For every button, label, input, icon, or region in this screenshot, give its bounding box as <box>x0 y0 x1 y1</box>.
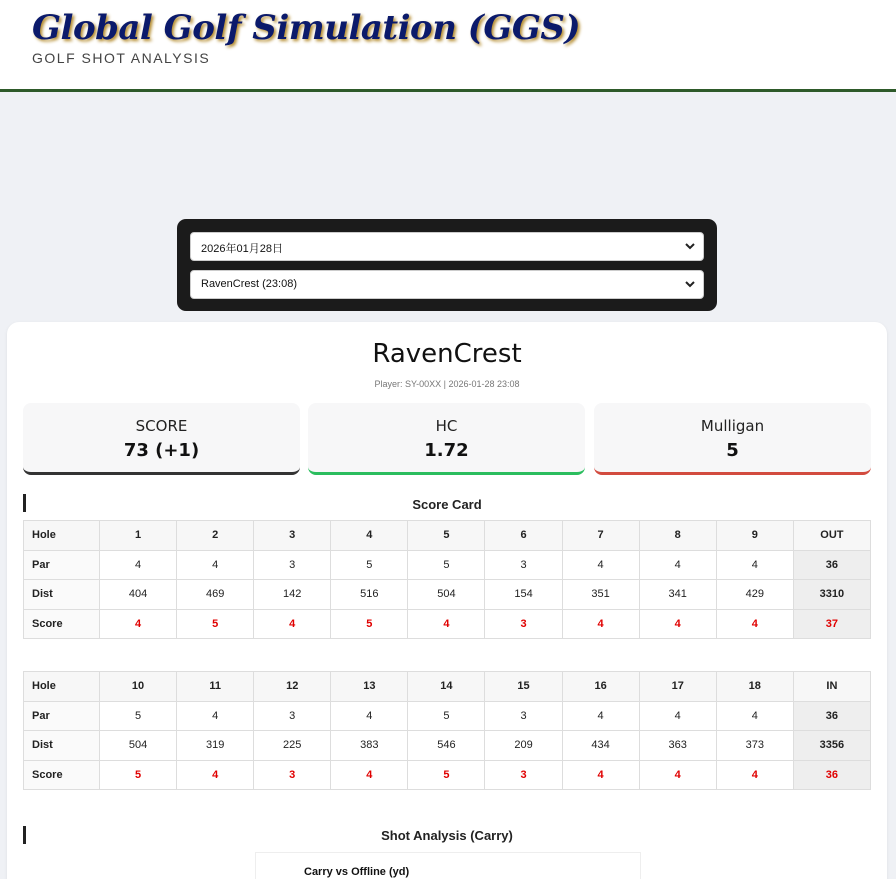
table-row <box>24 731 871 761</box>
table-cell: 16 <box>562 672 639 702</box>
table-cell: 4 <box>716 550 793 580</box>
table-cell: 209 <box>485 731 562 761</box>
table-cell: 4 <box>639 760 716 790</box>
row-header: Dist <box>24 731 100 761</box>
table-cell: 404 <box>100 580 177 610</box>
table-cell: 5 <box>177 609 254 639</box>
mulligan-stat <box>594 403 871 475</box>
table-cell: 36 <box>793 701 870 731</box>
app-title: Global Golf Simulation (GGS) <box>32 8 581 48</box>
row-header: Hole <box>24 672 100 702</box>
chevron-down-icon <box>685 239 695 253</box>
table-cell: 13 <box>331 672 408 702</box>
table-cell: 4 <box>331 701 408 731</box>
table-cell: 5 <box>331 550 408 580</box>
table-cell: 4 <box>562 760 639 790</box>
table-cell: 4 <box>177 760 254 790</box>
table-cell: 18 <box>716 672 793 702</box>
table-cell: 3 <box>485 550 562 580</box>
table-row <box>24 521 871 551</box>
table-cell: 3 <box>485 760 562 790</box>
table-cell: 36 <box>793 760 870 790</box>
table-cell: 351 <box>562 580 639 610</box>
table-cell: 434 <box>562 731 639 761</box>
table-row <box>24 701 871 731</box>
table-cell: 3 <box>254 521 331 551</box>
table-cell: 4 <box>254 609 331 639</box>
table-cell: 4 <box>562 701 639 731</box>
table-cell: 5 <box>408 521 485 551</box>
table-cell: 4 <box>639 609 716 639</box>
row-header: Score <box>24 609 100 639</box>
table-cell: 4 <box>639 701 716 731</box>
table-cell: 5 <box>408 760 485 790</box>
table-cell: 3 <box>254 701 331 731</box>
table-row <box>24 580 871 610</box>
table-cell: 3 <box>485 701 562 731</box>
round-select[interactable] <box>190 270 704 299</box>
hc-value: 1.72 <box>424 440 469 461</box>
chevron-down-icon <box>685 277 695 291</box>
round-selector-panel <box>177 219 717 311</box>
table-cell: 4 <box>562 550 639 580</box>
row-header: Par <box>24 550 100 580</box>
table-cell: 546 <box>408 731 485 761</box>
table-cell: 154 <box>485 580 562 610</box>
table-row <box>24 672 871 702</box>
table-cell: 17 <box>639 672 716 702</box>
round-card <box>7 322 887 879</box>
table-cell: 504 <box>100 731 177 761</box>
chart-title: Carry vs Offline (yd) <box>304 866 410 878</box>
table-cell: 3 <box>485 609 562 639</box>
table-cell: 142 <box>254 580 331 610</box>
table-cell: 516 <box>331 580 408 610</box>
table-cell: 37 <box>793 609 870 639</box>
table-cell: 4 <box>331 760 408 790</box>
table-cell: 5 <box>331 609 408 639</box>
table-cell: 4 <box>716 760 793 790</box>
table-cell: 4 <box>562 609 639 639</box>
table-cell: 10 <box>100 672 177 702</box>
table-cell: 3310 <box>793 580 870 610</box>
course-name: RavenCrest <box>372 339 522 369</box>
score-value: 73 (+1) <box>123 440 200 461</box>
table-cell: 3356 <box>793 731 870 761</box>
shot-analysis-title: Shot Analysis (Carry) <box>381 828 513 843</box>
table-cell: 4 <box>177 550 254 580</box>
table-cell: 429 <box>716 580 793 610</box>
table-cell: IN <box>793 672 870 702</box>
app-subtitle: GOLF SHOT ANALYSIS <box>32 50 211 66</box>
table-cell: 4 <box>177 701 254 731</box>
row-header: Score <box>24 760 100 790</box>
table-row <box>24 550 871 580</box>
row-header: Par <box>24 701 100 731</box>
table-cell: 8 <box>639 521 716 551</box>
hc-label: HC <box>435 417 458 435</box>
table-cell: 504 <box>408 580 485 610</box>
table-cell: 11 <box>177 672 254 702</box>
table-cell: 4 <box>100 609 177 639</box>
table-cell: 225 <box>254 731 331 761</box>
table-cell: 2 <box>177 521 254 551</box>
scorecard-title: Score Card <box>412 497 482 512</box>
table-cell: 4 <box>716 701 793 731</box>
table-cell: 6 <box>485 521 562 551</box>
app-header <box>0 0 896 92</box>
table-cell: 5 <box>408 550 485 580</box>
scorecard-back-table <box>23 671 871 790</box>
table-cell: 1 <box>100 521 177 551</box>
table-cell: 3 <box>254 760 331 790</box>
table-cell: 9 <box>716 521 793 551</box>
table-cell: 3 <box>254 550 331 580</box>
scorecard-front-table <box>23 520 871 639</box>
table-row <box>24 609 871 639</box>
table-cell: 4 <box>100 550 177 580</box>
hc-stat <box>308 403 585 475</box>
table-cell: 5 <box>100 701 177 731</box>
table-cell: 363 <box>639 731 716 761</box>
table-cell: 373 <box>716 731 793 761</box>
table-row <box>24 760 871 790</box>
table-cell: 341 <box>639 580 716 610</box>
table-cell: 4 <box>639 550 716 580</box>
table-cell: 383 <box>331 731 408 761</box>
table-cell: 4 <box>408 609 485 639</box>
date-select[interactable] <box>190 232 704 261</box>
table-cell: 4 <box>331 521 408 551</box>
table-cell: 5 <box>408 701 485 731</box>
row-header: Dist <box>24 580 100 610</box>
table-cell: 12 <box>254 672 331 702</box>
carry-offline-chart <box>255 852 641 879</box>
table-cell: 5 <box>100 760 177 790</box>
mulligan-value: 5 <box>726 440 739 461</box>
round-select-value: RavenCrest (23:08) <box>201 278 297 290</box>
score-stat <box>23 403 300 475</box>
date-select-value: 2026年01月28日 <box>201 243 283 255</box>
score-label: SCORE <box>135 417 188 435</box>
table-cell: OUT <box>793 521 870 551</box>
table-cell: 469 <box>177 580 254 610</box>
table-cell: 36 <box>793 550 870 580</box>
round-meta: Player: SY-00XX | 2026-01-28 23:08 <box>374 379 520 389</box>
mulligan-label: Mulligan <box>700 417 765 435</box>
table-cell: 15 <box>485 672 562 702</box>
table-cell: 14 <box>408 672 485 702</box>
table-cell: 319 <box>177 731 254 761</box>
table-cell: 7 <box>562 521 639 551</box>
row-header: Hole <box>24 521 100 551</box>
table-cell: 4 <box>716 609 793 639</box>
